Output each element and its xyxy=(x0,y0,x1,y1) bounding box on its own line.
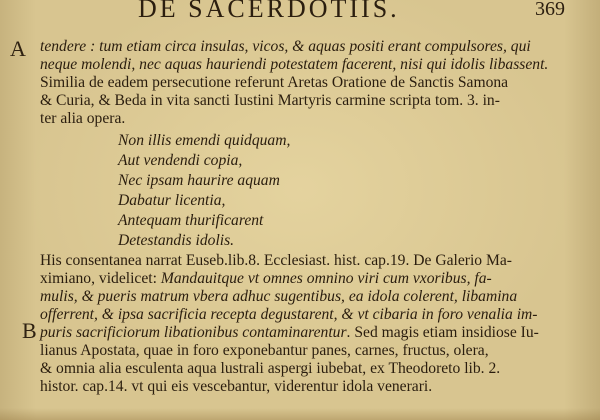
text-line: mulis, & pueris matrum vbera adhuc sugentibus, ea idola colerent, libamina xyxy=(40,288,518,305)
text-line: & omnia alia esculenta aqua lustrali aspergi iubebat, ex Theodoreto lib. 2. xyxy=(40,360,501,377)
verse-line: Aut vendendi copia, xyxy=(118,152,243,169)
page-bottom-shadow xyxy=(0,408,600,420)
text-span: . Sed magis etiam insidiose Iu- xyxy=(346,324,539,341)
text-line: ter alia opera. xyxy=(40,110,126,127)
text-line: His consentanea narrat Euseb.lib.8. Ecclesiast. hist. cap.19. De Galerio Ma- xyxy=(40,252,512,269)
text-line: Similia de eadem persecutione referunt Aretas Oratione de Sanctis Samona xyxy=(40,74,509,91)
verse-line: Antequam thurificarent xyxy=(118,212,264,229)
text-span-italic: puris sacrificiorum libationibus contaminarentur xyxy=(40,324,347,341)
page-number: 369 xyxy=(535,0,565,20)
text-line xyxy=(40,270,492,288)
text-span: ximiano, videlicet: xyxy=(40,270,161,287)
verse-line: Non illis emendi quidquam, xyxy=(118,132,291,149)
running-head: DE SACERDOTIIS. xyxy=(138,0,400,23)
text-line: tendere : tum etiam circa insulas, vicos, & aquas positi erant compulsores, qui xyxy=(40,38,531,55)
text-line: neque molendi, nec aquas hauriendi potestatem facerent, nisi qui idolis libassent. xyxy=(40,56,549,73)
verse-line: Nec ipsam haurire aquam xyxy=(118,172,280,189)
text-line xyxy=(40,324,539,342)
text-line: offerrent, & ipsa sacrificia recepta degustarent, & vt cibaria in foro venalia im- xyxy=(40,306,538,323)
margin-letter-b: B xyxy=(22,318,37,343)
verse-line: Dabatur licentia, xyxy=(118,192,226,209)
verse-line: Detestandis idolis. xyxy=(118,232,235,249)
text-span-italic: Mandauitque vt omnes omnino viri cum vxoribus, fa- xyxy=(160,270,492,287)
text-line: lianus Apostata, quae in foro exponebantur panes, carnes, fructus, olera, xyxy=(40,342,489,359)
margin-letter-a: A xyxy=(10,36,26,61)
text-line: & Curia, & Beda in vita sancti Iustini Martyris carmine scripta tom. 3. in- xyxy=(40,92,500,109)
text-line: histor. cap.14. vt qui eis vescebantur, viderentur idola venerari. xyxy=(40,378,433,395)
